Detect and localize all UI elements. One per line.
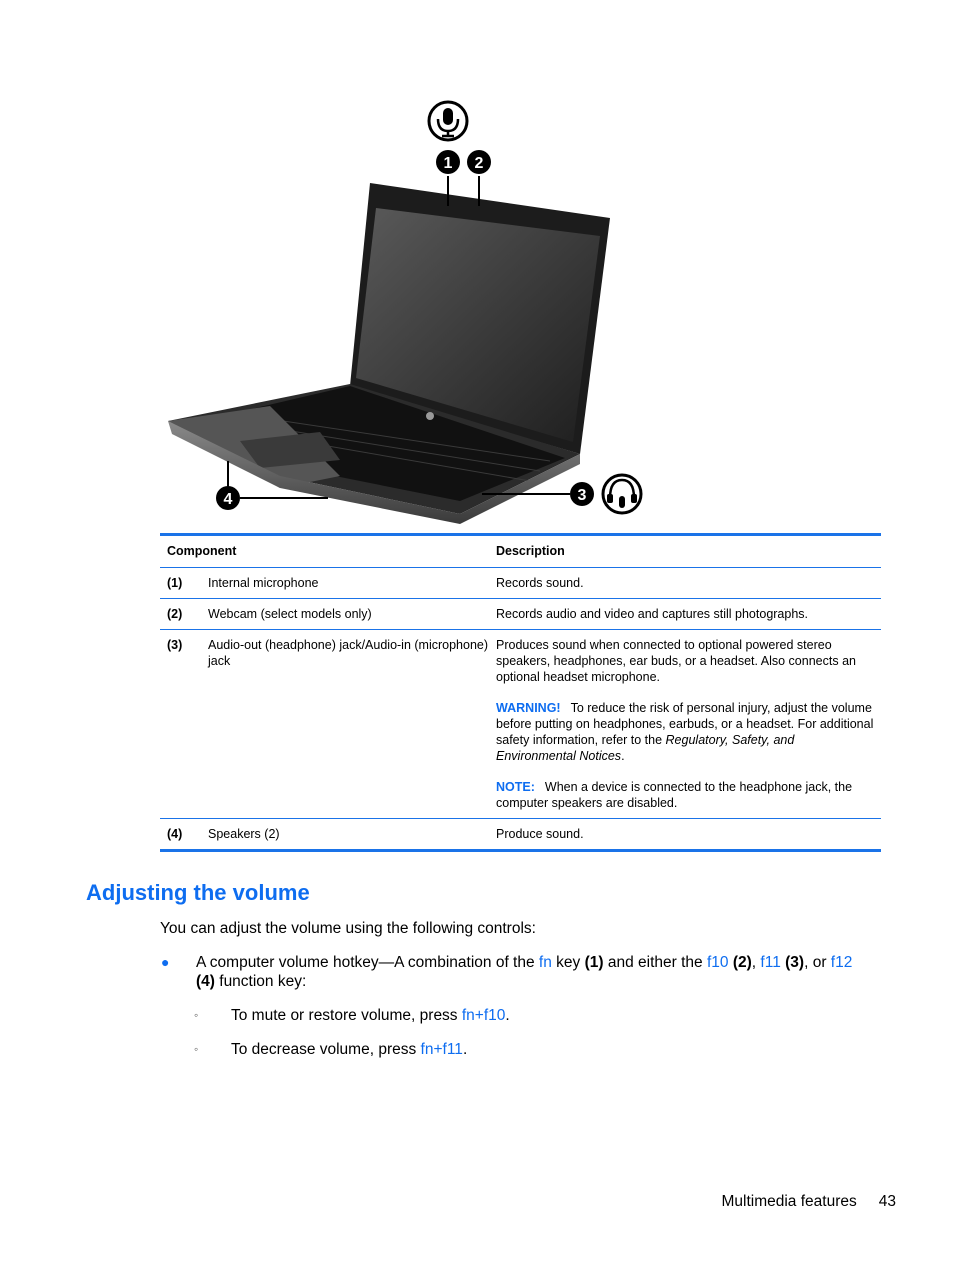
page-number: 43 bbox=[878, 1193, 896, 1210]
key-f12: f12 bbox=[830, 954, 853, 971]
row-component: Webcam (select models only) bbox=[208, 607, 372, 621]
key-combo: fn+f11 bbox=[420, 1041, 463, 1058]
row-number: (1) bbox=[167, 576, 183, 590]
sub-bullet-icon: ◦ bbox=[194, 1042, 199, 1056]
warning-reference: Regulatory, Safety, and Environmental Notices bbox=[496, 733, 795, 763]
intro-paragraph: You can adjust the volume using the following controls: bbox=[160, 920, 536, 937]
table-header-row bbox=[160, 536, 881, 567]
laptop-illustration bbox=[160, 96, 660, 526]
warning-label: WARNING! bbox=[496, 701, 561, 715]
page-footer bbox=[721, 1193, 896, 1211]
component-table bbox=[160, 533, 881, 852]
callout-3 bbox=[570, 482, 594, 506]
callout-2 bbox=[467, 150, 491, 174]
headset-icon bbox=[603, 475, 641, 513]
footer-section: Multimedia features bbox=[721, 1193, 857, 1210]
sub-bullet-icon: ◦ bbox=[194, 1008, 199, 1022]
note-label: NOTE: bbox=[496, 780, 535, 794]
header-component: Component bbox=[167, 544, 237, 558]
sub-bullet-item: To decrease volume, press fn+f11. bbox=[231, 1041, 468, 1058]
row-description: Produce sound. bbox=[496, 827, 584, 841]
key-combo: fn+f10 bbox=[461, 1007, 506, 1024]
note-block bbox=[496, 779, 875, 811]
key-f10: f10 bbox=[706, 954, 729, 971]
svg-text:2: 2 bbox=[474, 155, 484, 172]
table-row bbox=[160, 598, 881, 629]
key-fn: fn bbox=[538, 954, 552, 971]
description-text: Produces sound when connected to optional powered stereo speakers, headphones, ear buds, or a headset. Also connects an optional headset microphone. bbox=[496, 638, 856, 684]
svg-text:3: 3 bbox=[577, 487, 587, 504]
row-component: Internal microphone bbox=[208, 576, 319, 590]
table-row bbox=[160, 818, 881, 849]
warning-block: WARNING! To reduce the risk of personal injury, adjust the volume before putting on headphones, earbuds, or a headset. For additional safety information, refer to the Regulatory, Safety, and Environmental Notices. bbox=[496, 701, 874, 763]
table-row bbox=[160, 629, 881, 818]
callout-1 bbox=[436, 150, 460, 174]
row-number: (2) bbox=[167, 607, 183, 621]
bullet-item: A computer volume hotkey—A combination of the fn key (1) and either the f10 (2), f11 (3), or f12 (4) function key: bbox=[196, 954, 853, 990]
callout-4 bbox=[216, 486, 240, 510]
svg-text:1: 1 bbox=[443, 155, 453, 172]
note-text: When a device is connected to the headphone jack, the computer speakers are disabled. bbox=[496, 780, 853, 810]
row-number: (4) bbox=[167, 827, 183, 841]
row-description: Records audio and video and captures still photographs. bbox=[496, 607, 809, 621]
row-component: Speakers (2) bbox=[208, 827, 280, 841]
row-number: (3) bbox=[167, 638, 183, 652]
table-row bbox=[160, 567, 881, 598]
row-description bbox=[496, 637, 881, 811]
row-component: Audio-out (headphone) jack/Audio-in (microphone) jack bbox=[208, 638, 489, 668]
header-description: Description bbox=[496, 544, 565, 558]
warning-text: To reduce the risk of personal injury, adjust the volume before putting on headphones, earbuds, or a headset. For additional safety information, refer to the bbox=[496, 701, 874, 747]
sub-bullet-item: To mute or restore volume, press fn+f10. bbox=[231, 1007, 510, 1024]
microphone-icon bbox=[429, 102, 467, 140]
svg-text:4: 4 bbox=[223, 491, 233, 508]
row-description: Records sound. bbox=[496, 576, 584, 590]
key-f11: f11 bbox=[760, 954, 781, 971]
section-title: Adjusting the volume bbox=[86, 880, 310, 905]
bullet-icon: ● bbox=[161, 954, 170, 970]
